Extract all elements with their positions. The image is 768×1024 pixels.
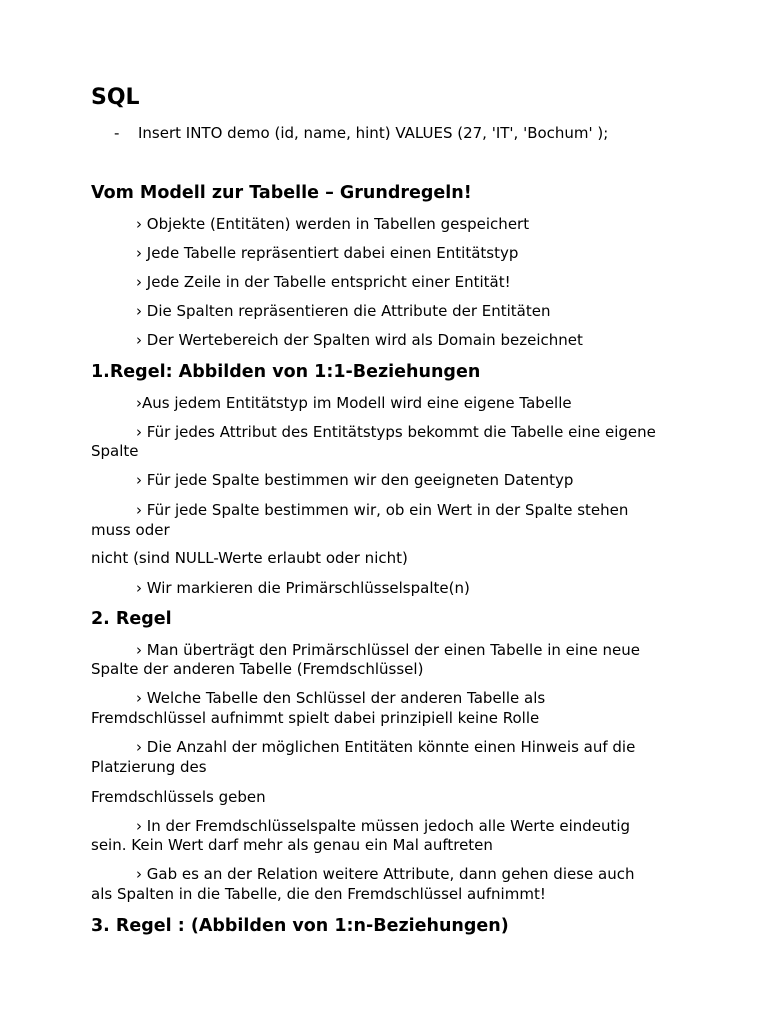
list-item-continuation: Platzierung des <box>91 758 207 776</box>
list-item: › Objekte (Entitäten) werden in Tabellen gespeichert <box>136 215 530 233</box>
page-title: SQL <box>91 85 140 110</box>
list-item: › Der Wertebereich der Spalten wird als Domain bezeichnet <box>136 331 583 349</box>
sql-statement: Insert INTO demo (id, name, hint) VALUES (27, 'IT', 'Bochum' ); <box>138 124 609 142</box>
section-heading-modell: Vom Modell zur Tabelle – Grundregeln! <box>91 183 472 203</box>
list-item: › In der Fremdschlüsselspalte müssen jedoch alle Werte eindeutig <box>136 817 631 835</box>
list-item-continuation: sein. Kein Wert darf mehr als genau ein Mal auftreten <box>91 836 493 854</box>
list-item-continuation: Spalte der anderen Tabelle (Fremdschlüssel) <box>91 660 424 678</box>
sql-bullet-marker: - <box>114 124 120 142</box>
list-item: › Die Anzahl der möglichen Entitäten könnte einen Hinweis auf die <box>136 738 636 756</box>
list-item: › Die Spalten repräsentieren die Attribute der Entitäten <box>136 302 551 320</box>
list-item-continuation: als Spalten in die Tabelle, die den Fremdschlüssel aufnimmt! <box>91 885 546 903</box>
list-item-continuation: muss oder <box>91 521 170 539</box>
section-heading-regel-2: 2. Regel <box>91 609 172 629</box>
list-item-continuation: Fremdschlüssel aufnimmt spielt dabei prinzipiell keine Rolle <box>91 709 540 727</box>
paragraph-line: nicht (sind NULL-Werte erlaubt oder nicht) <box>91 549 408 567</box>
list-item: › Für jedes Attribut des Entitätstyps bekommt die Tabelle eine eigene <box>136 423 656 441</box>
section-heading-regel-3: 3. Regel : (Abbilden von 1:n-Beziehungen) <box>91 916 509 936</box>
list-item: › Für jede Spalte bestimmen wir, ob ein Wert in der Spalte stehen <box>136 501 629 519</box>
list-item: › Jede Tabelle repräsentiert dabei einen Entitätstyp <box>136 244 519 262</box>
list-item: › Jede Zeile in der Tabelle entspricht einer Entität! <box>136 273 511 291</box>
paragraph-line: Fremdschlüssels geben <box>91 788 266 806</box>
list-item: › Gab es an der Relation weitere Attribute, dann gehen diese auch <box>136 865 635 883</box>
list-item-continuation: Spalte <box>91 442 139 460</box>
list-item: ›Aus jedem Entitätstyp im Modell wird eine eigene Tabelle <box>136 394 572 412</box>
list-item: › Man überträgt den Primärschlüssel der einen Tabelle in eine neue <box>136 641 641 659</box>
list-item: › Welche Tabelle den Schlüssel der anderen Tabelle als <box>136 689 546 707</box>
list-item: › Wir markieren die Primärschlüsselspalte(n) <box>136 579 470 597</box>
list-item: › Für jede Spalte bestimmen wir den geeigneten Datentyp <box>136 471 574 489</box>
section-heading-regel-1: 1.Regel: Abbilden von 1:1-Beziehungen <box>91 362 481 382</box>
